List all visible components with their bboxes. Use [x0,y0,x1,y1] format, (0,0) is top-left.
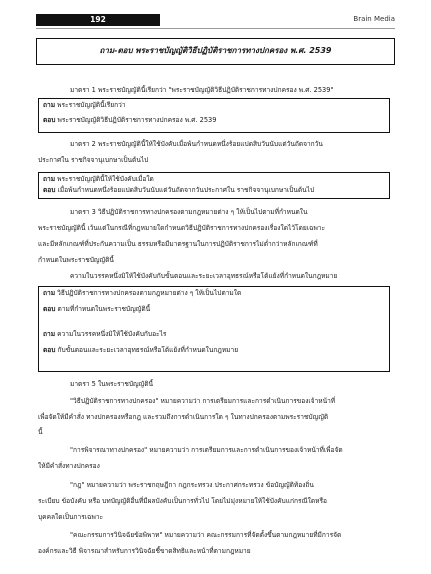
section2-line: มาตรา 2 พระราชบัญญัตินี้ให้ใช้บังคับเมื่อพ้นกำหนดหนึ่งร้อยแปดสิบวันนับแต่วันถัดจากวัน [70,140,323,148]
qa-box-1 [38,98,390,133]
page-header [0,0,431,30]
definition-line: "คณะกรรมการวินิจฉัยข้อพิพาท" หมายความว่า คณะกรรมการที่จัดตั้งขึ้นตามกฎหมายที่มีการจัด [70,531,342,539]
question-text: ความในวรรคหนึ่งมิให้ใช้บังคับกับอะไร [55,330,167,338]
definition-line: "กฎ" หมายความว่า พระราชกฤษฎีกา กฎกระทรวง ประกาศกระทรวง ข้อบัญญัติท้องถิ่น [70,481,314,489]
answer-label: ตอบ [43,305,56,313]
section5-heading: มาตรา 5 ในพระราชบัญญัตินี้ [70,380,154,388]
question-text: พระราชบัญญัตินี้ให้ใช้บังคับเมื่อใด [55,175,154,183]
answer-text: เมื่อพ้นกำหนดหนึ่งร้อยแปดสิบวันนับแต่วันถัดจากวันประกาศใน ราชกิจจานุเบกษาเป็นต้นไป [55,186,315,194]
section3-line: พระราชบัญญัตินี้ เว้นแต่ในกรณีที่กฎหมายใดกำหนดวิธีปฏิบัติราชการทางปกครองเรื่องใดไว้โดยเฉพาะ [38,224,326,232]
section1-paragraph: มาตรา 1 พระราชบัญญัตินี้เรียกว่า "พระราชบัญญัติวิธีปฏิบัติราชการทางปกครอง พ.ศ. 2539" [70,86,334,94]
qa-box-3 [38,286,390,372]
question-label: ถาม [43,175,56,183]
section3-line: กำหนดในพระราชบัญญัตินี้ [38,256,114,264]
definition-line: ให้มีคำสั่งทางปกครอง [38,462,100,470]
header-divider [36,28,395,29]
definition-line: "วิธีปฏิบัติราชการทางปกครอง" หมายความว่า การเตรียมการและการดำเนินการของเจ้าหน้าที่ [70,397,336,405]
question-text: พระราชบัญญัตินี้เรียกว่า [55,101,126,109]
definition-line: องค์กรและวิธี พิจารณาสำหรับการวินิจฉัยชี้ขาดสิทธิและหน้าที่ตามกฎหมาย [38,547,251,555]
definition-line: นี้ [38,428,43,436]
definition-line: ระเบียบ ข้อบังคับ หรือ บทบัญญัติอื่นที่มีผลบังคับเป็นการทั่วไป โดยไม่มุ่งหมายให้ใช้บังคับแก่กรณีใดหรือ [38,497,327,505]
answer-text: ตามที่กำหนดในพระราชบัญญัตินี้ [55,305,151,313]
question-label: ถาม [43,101,56,109]
qa-box-2 [38,172,390,199]
definition-line: เพื่อจัดให้มีคำสั่ง ทางปกครองหรือกฎ และรวมถึงการดำเนินการใด ๆ ในทางปกครองตามพระราชบัญญัติ [38,413,329,421]
question-text: วิธีปฏิบัติราชการทางปกครองตามกฎหมายต่าง ๆ ให้เป็นไปตามใด [55,289,242,297]
answer-text: กับขั้นตอนและระยะเวลาอุทธรณ์หรือโต้แย้งที่กำหนดในกฎหมาย [55,346,239,354]
answer-text: พระราชบัญญัติวิธีปฏิบัติราชการทางปกครอง พ.ศ. 2539 [55,116,217,124]
answer-label: ตอบ [43,116,56,124]
section2-line: ประกาศใน ราชกิจจานุเบกษาเป็นต้นไป [38,156,149,164]
answer-label: ตอบ [43,186,56,194]
section3-line: และมีหลักเกณฑ์ที่ประกันความเป็น ธรรมหรือมีมาตรฐานในการปฏิบัติราชการไม่ต่ำกว่าหลักเกณฑ์ที่ [38,240,318,248]
section3-line: ความในวรรคหนึ่งมิให้ใช้บังคับกับขั้นตอนและระยะเวลาอุทธรณ์หรือโต้แย้งที่กำหนดในกฎหมาย [70,272,338,280]
question-label: ถาม [43,330,56,338]
definition-line: บุคคลใดเป็นการเฉพาะ [38,513,104,521]
section3-line: มาตรา 3 วิธีปฏิบัติราชการทางปกครองตามกฎหมายต่าง ๆ ให้เป็นไปตามที่กำหนดใน [70,208,308,216]
question-label: ถาม [43,289,56,297]
brand-name: Brain Media [353,15,395,23]
definition-line: "การพิจารณาทางปกครอง" หมายความว่า การเตรียมการและการดำเนินการของเจ้าหน้าที่เพื่อจัด [70,446,343,454]
answer-label: ตอบ [43,346,56,354]
page-number: 192 [36,14,160,26]
page-title: ถาม-ตอบ พระราชบัญญัติวิธีปฏิบัติราชการทางปกครอง พ.ศ. 2539 [36,38,395,65]
